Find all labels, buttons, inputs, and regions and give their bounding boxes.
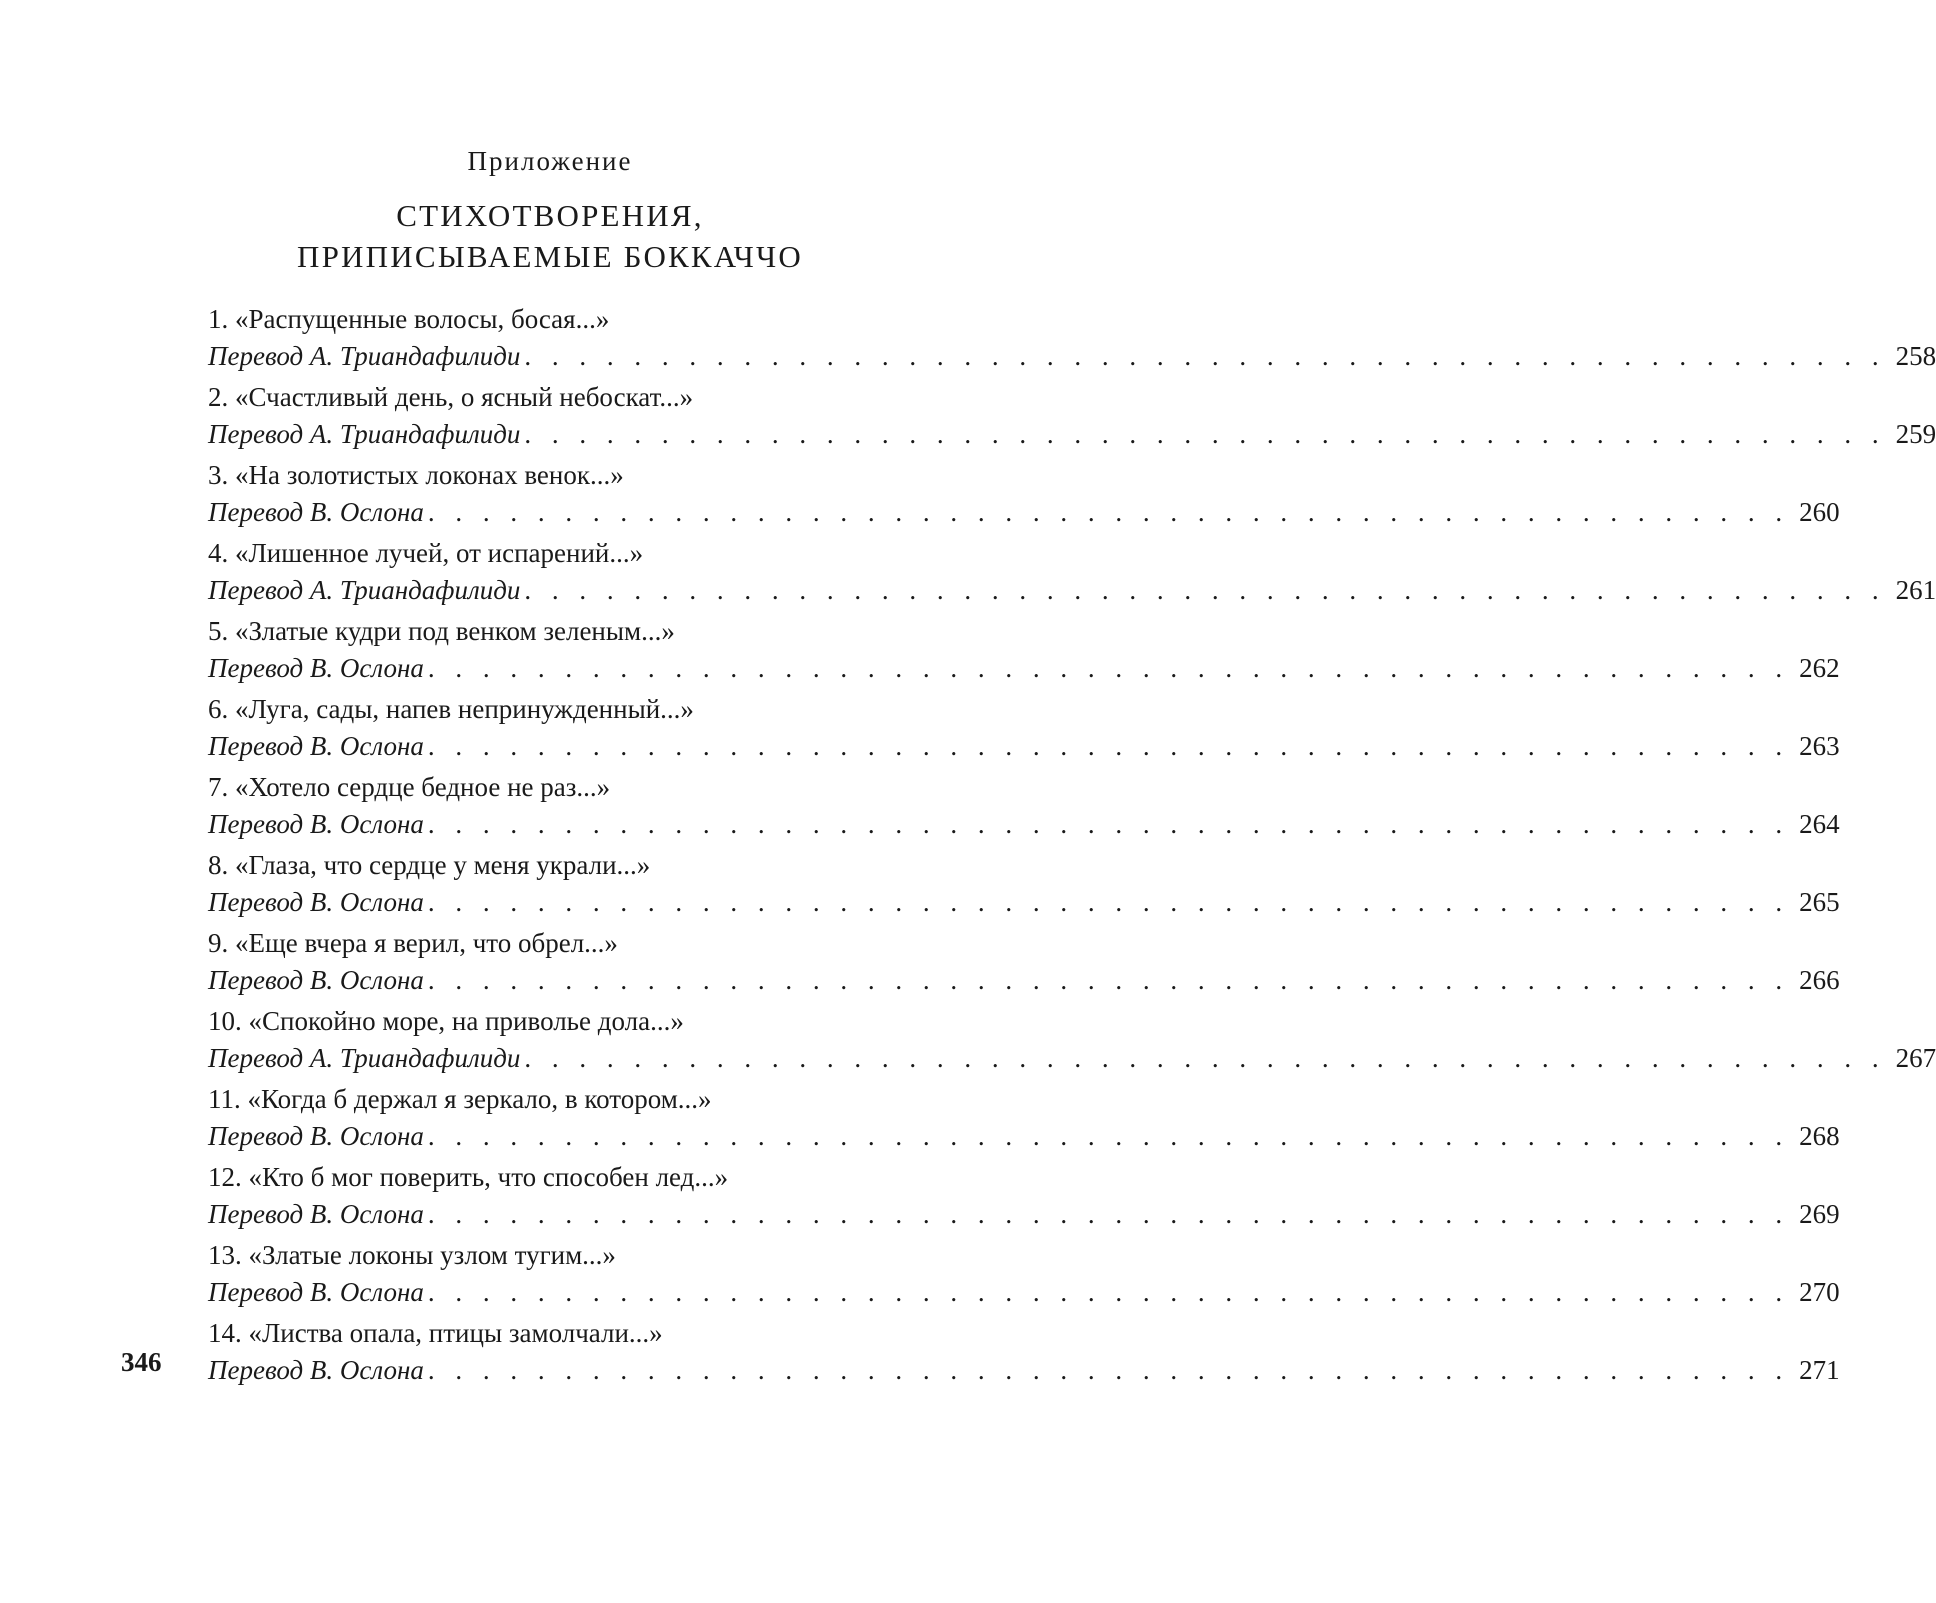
toc-entry-title: 9. «Еще вчера я верил, что обрел...» [208,928,618,958]
toc-entry-line [208,572,1936,610]
toc-entry-line [208,1118,1840,1156]
toc-entry-line [208,1040,1936,1078]
toc-entry-page: 271 [1799,1355,1840,1385]
dot-leader: . . . . . . . . . . . . . . . . . . . . . . . . . . . . . . . . . . . . . . . . . . . . . . . . . . [524,419,1886,449]
dot-leader: . . . . . . . . . . . . . . . . . . . . . . . . . . . . . . . . . . . . . . . . . . . . . . . . . . [524,341,1886,371]
toc-entry-page: 264 [1799,809,1840,839]
toc-entry-translator: Перевод В. Ослона [208,809,424,839]
toc-entry-title: 6. «Луга, сады, напев непринужденный...» [208,694,694,724]
toc-entry-line [208,1274,1840,1312]
dot-leader: . . . . . . . . . . . . . . . . . . . . . . . . . . . . . . . . . . . . . . . . . . . . . . . . . . [524,575,1886,605]
dot-leader: . . . . . . . . . . . . . . . . . . . . . . . . . . . . . . . . . . . . . . . . . . . . . . . . . . [427,653,1790,683]
toc-entry-title: 13. «Златые локоны узлом тугим...» [208,1240,616,1270]
toc-entry-title: 5. «Златые кудри под венком зеленым...» [208,616,675,646]
toc-entry-page: 267 [1895,1043,1936,1073]
toc-entry-page: 268 [1799,1121,1840,1151]
dot-leader: . . . . . . . . . . . . . . . . . . . . . . . . . . . . . . . . . . . . . . . . . . . . . . . . . . [427,1199,1790,1229]
toc-entry-title: 3. «На золотистых локонах венок...» [208,460,624,490]
toc-entry-line [208,650,1840,688]
toc-entry-title: 8. «Глаза, что сердце у меня украли...» [208,850,651,880]
toc-entry-page: 262 [1799,653,1840,683]
toc-entry-page: 258 [1895,341,1936,371]
toc-entry [208,380,1936,458]
toc-entry [208,692,1840,770]
toc-entry-page: 263 [1799,731,1840,761]
toc-entry-line [208,962,1840,1000]
page-title [0,195,1100,277]
toc-entry-page: 270 [1799,1277,1840,1307]
dot-leader: . . . . . . . . . . . . . . . . . . . . . . . . . . . . . . . . . . . . . . . . . . . . . . . . . . [427,1121,1790,1151]
toc-entry-title: 10. «Спокойно море, на приволье дола...» [208,1006,684,1036]
toc-entry-title: 4. «Лишенное лучей, от испарений...» [208,538,644,568]
toc-entry [208,1160,1840,1238]
toc-entry-title: 14. «Листва опала, птицы замолчали...» [208,1318,663,1348]
toc-entry-title: 11. «Когда б держал я зеркало, в котором...» [208,1084,712,1114]
toc-entry [208,1004,1936,1082]
title-line-1: СТИХОТВОРЕНИЯ, [396,198,704,233]
toc-entry-line [208,806,1840,844]
toc-entry-translator: Перевод А. Триандафилиди [208,575,521,605]
toc-entry-page: 266 [1799,965,1840,995]
toc-entry-translator: Перевод В. Ослона [208,497,424,527]
toc-entry-translator: Перевод В. Ослона [208,1277,424,1307]
page-number: 346 [121,1347,162,1377]
toc-entry-line [208,884,1840,922]
toc-entry-translator: Перевод В. Ослона [208,653,424,683]
dot-leader: . . . . . . . . . . . . . . . . . . . . . . . . . . . . . . . . . . . . . . . . . . . . . . . . . . [427,1355,1790,1385]
toc-entry [208,1316,1840,1394]
dot-leader: . . . . . . . . . . . . . . . . . . . . . . . . . . . . . . . . . . . . . . . . . . . . . . . . . . [524,1043,1886,1073]
toc-entry-title: 7. «Хотело сердце бедное не раз...» [208,772,611,802]
toc-entry-page: 259 [1895,419,1936,449]
toc-entry [208,302,1936,380]
dot-leader: . . . . . . . . . . . . . . . . . . . . . . . . . . . . . . . . . . . . . . . . . . . . . . . . . . [427,497,1790,527]
toc-entry [208,614,1840,692]
toc-entry-page: 261 [1895,575,1936,605]
toc-entry-translator: Перевод В. Ослона [208,1355,424,1385]
toc-entry-title: 1. «Распущенные волосы, босая...» [208,304,610,334]
toc-entry-page: 260 [1799,497,1840,527]
table-of-contents [208,302,1936,1394]
dot-leader: . . . . . . . . . . . . . . . . . . . . . . . . . . . . . . . . . . . . . . . . . . . . . . . . . . [427,1277,1790,1307]
toc-entry-page: 265 [1799,887,1840,917]
toc-entry-line [208,338,1936,376]
toc-entry [208,536,1936,614]
toc-entry-page: 269 [1799,1199,1840,1229]
toc-entry-title: 2. «Счастливый день, о ясный небоскат...» [208,382,694,412]
toc-entry-translator: Перевод А. Триандафилиди [208,1043,521,1073]
toc-entry [208,926,1840,1004]
toc-entry [208,1238,1840,1316]
toc-entry-translator: Перевод А. Триандафилиди [208,419,521,449]
toc-entry [208,770,1840,848]
toc-entry-translator: Перевод В. Ослона [208,1199,424,1229]
section-label: Приложение [467,146,633,176]
toc-entry-line [208,494,1840,532]
toc-entry-translator: Перевод В. Ослона [208,887,424,917]
toc-entry-line [208,1352,1840,1390]
toc-entry-translator: Перевод В. Ослона [208,1121,424,1151]
dot-leader: . . . . . . . . . . . . . . . . . . . . . . . . . . . . . . . . . . . . . . . . . . . . . . . . . . [427,809,1790,839]
toc-entry-translator: Перевод А. Триандафилиди [208,341,521,371]
toc-entry [208,458,1840,536]
toc-entry-translator: Перевод В. Ослона [208,965,424,995]
dot-leader: . . . . . . . . . . . . . . . . . . . . . . . . . . . . . . . . . . . . . . . . . . . . . . . . . . [427,965,1790,995]
toc-entry [208,1082,1840,1160]
title-line-2: ПРИПИСЫВАЕМЫЕ БОККАЧЧО [297,239,803,274]
toc-entry-line [208,1196,1840,1234]
toc-entry-title: 12. «Кто б мог поверить, что способен лед...» [208,1162,729,1192]
dot-leader: . . . . . . . . . . . . . . . . . . . . . . . . . . . . . . . . . . . . . . . . . . . . . . . . . . [427,887,1790,917]
toc-entry [208,848,1840,926]
dot-leader: . . . . . . . . . . . . . . . . . . . . . . . . . . . . . . . . . . . . . . . . . . . . . . . . . . [427,731,1790,761]
toc-entry-translator: Перевод В. Ослона [208,731,424,761]
toc-entry-line [208,416,1936,454]
toc-entry-line [208,728,1840,766]
